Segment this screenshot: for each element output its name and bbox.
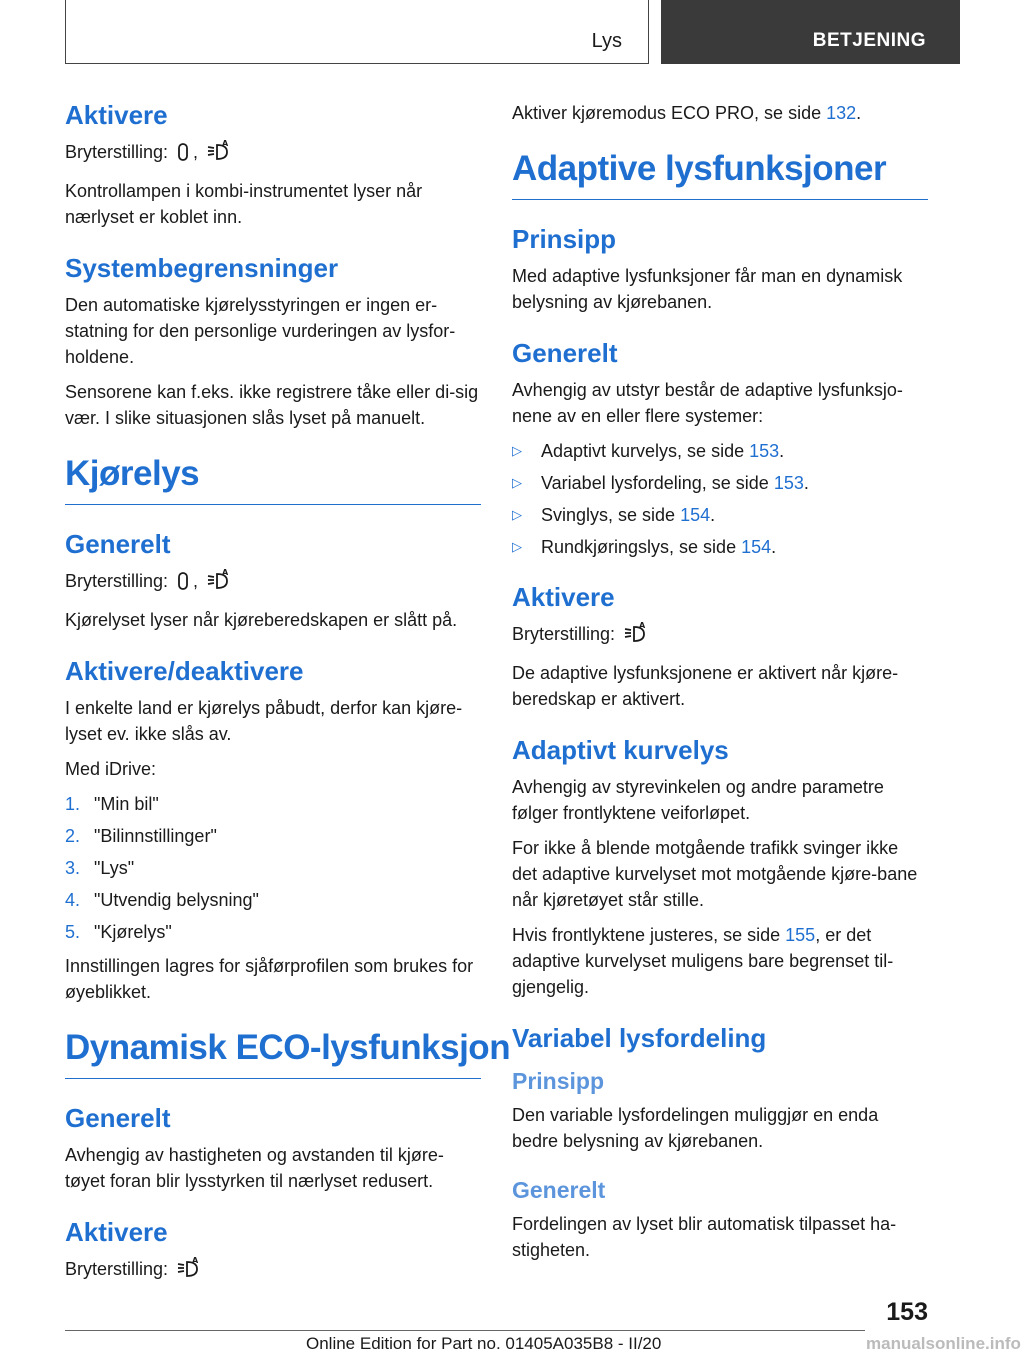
generelt-heading: Generelt <box>512 338 618 368</box>
eco-pro-text: Aktiver kjøremodus ECO PRO, se side <box>512 103 822 123</box>
aktivere-switch-line <box>512 621 928 651</box>
header-frame <box>65 0 649 64</box>
period: . <box>779 441 785 461</box>
step-number: 5. <box>65 922 81 942</box>
kurvelys-paragraph-3 <box>512 922 928 1000</box>
triangle-bullet-icon: ▷ <box>512 443 522 458</box>
step-text: "Kjørelys" <box>94 922 172 942</box>
period: . <box>710 505 716 525</box>
system-paragraph-2: Sensorene kan f.eks. ikke registrere tåke eller di-sig vær. I slike situasjonen slås lyset på manuelt. <box>65 382 479 428</box>
page-link-155[interactable]: 155 <box>785 925 816 945</box>
eco-switch-line <box>65 1256 481 1286</box>
step-number: 2. <box>65 826 81 846</box>
switch-label: Bryterstilling: <box>65 142 169 162</box>
step-text: "Lys" <box>94 858 135 878</box>
list-item <box>65 791 481 817</box>
triangle-bullet-icon: ▷ <box>512 475 522 490</box>
aktivere-switch-line <box>65 139 481 169</box>
list-item <box>65 919 481 945</box>
svg-text:A: A <box>222 568 229 577</box>
generelt-text: Kjørelyset lyser når kjøreberedskapen er slått på. <box>65 610 458 630</box>
akt-deakt-paragraph-2: Med iDrive: <box>65 759 157 779</box>
eco-generelt-heading: Generelt <box>65 1103 171 1133</box>
list-item <box>65 887 481 913</box>
period: . <box>771 537 777 557</box>
var-prinsipp-text: Den variable lysfordelingen muliggjør en enda bedre belysning av kjørebanen. <box>512 1105 879 1151</box>
prinsipp-heading: Prinsipp <box>512 224 617 254</box>
switch-separator: , <box>193 571 199 591</box>
paragraph-text: , er det adaptive kurvelyset muligens bare begrenset til-gjengelig. <box>512 925 894 997</box>
svg-text:A: A <box>639 621 646 630</box>
page-link[interactable]: 153 <box>749 441 780 461</box>
aktivere-heading: Aktivere <box>65 100 168 130</box>
aktivere-deaktivere-heading: Aktivere/deaktivere <box>65 656 304 686</box>
eco-aktivere-heading: Aktivere <box>65 1217 168 1247</box>
switch-separator: , <box>193 142 199 162</box>
switch-off-icon <box>177 142 189 169</box>
page-link[interactable]: 153 <box>773 473 804 493</box>
bullet-text: Rundkjøringslys, se side <box>541 537 737 557</box>
list-item <box>512 502 928 528</box>
auto-headlight-icon <box>624 622 648 651</box>
switch-label: Bryterstilling: <box>512 624 616 644</box>
aktivere-heading: Aktivere <box>512 582 615 612</box>
eco-generelt-text: Avhengig av hastigheten og avstanden til kjøre-tøyet foran blir lysstyrken til nærlyset redusert. <box>65 1145 444 1191</box>
list-item <box>512 470 928 496</box>
switch-label: Bryterstilling: <box>65 571 169 591</box>
svg-text:A: A <box>192 1256 199 1265</box>
edition-text: Online Edition for Part no. 01405A035B8 - II/20 <box>306 1334 662 1353</box>
auto-headlight-icon <box>207 569 231 598</box>
list-item <box>512 534 928 560</box>
switch-off-icon <box>177 571 189 598</box>
generelt-heading: Generelt <box>65 529 171 559</box>
list-item <box>65 823 481 849</box>
adaptive-title: Adaptive lysfunksjoner <box>512 149 928 200</box>
page-link-132[interactable]: 132 <box>826 103 857 123</box>
bullet-text: Svinglys, se side <box>541 505 676 525</box>
header-chapter-tab: BETJENING <box>661 0 960 64</box>
step-number: 1. <box>65 794 81 814</box>
page-link[interactable]: 154 <box>741 537 772 557</box>
period: . <box>856 103 862 123</box>
kjorelys-title: Kjørelys <box>65 454 481 505</box>
aktivere-text: Kontrollampen i kombi-instrumentet lyser når nærlyset er koblet inn. <box>65 181 423 227</box>
variabel-heading: Variabel lysfordeling <box>512 1023 767 1053</box>
watermark: manualsonline.info <box>866 1334 1021 1353</box>
page-number: 153 <box>886 1298 928 1326</box>
list-item <box>512 438 928 464</box>
kurvelys-paragraph-2: For ikke å blende motgående trafikk svinger ikke det adaptive kurvelyset mot motgående kjøre-bane når kjøretøyet står stille. <box>512 838 918 910</box>
idrive-steps-list <box>65 791 481 945</box>
step-text: "Bilinnstillinger" <box>94 826 217 846</box>
paragraph-text: Hvis frontlyktene justeres, se side <box>512 925 781 945</box>
generelt-switch-line <box>65 568 481 598</box>
period: . <box>803 473 809 493</box>
bullet-text: Variabel lysfordeling, se side <box>541 473 769 493</box>
left-column <box>65 100 511 1295</box>
akt-deakt-paragraph-3: Innstillingen lagres for sjåførprofilen som brukes for øyeblikket. <box>65 956 474 1002</box>
eco-title: Dynamisk ECO-lysfunksjon <box>65 1028 481 1079</box>
bullet-text: Adaptivt kurvelys, se side <box>541 441 745 461</box>
step-number: 3. <box>65 858 81 878</box>
kurvelys-heading: Adaptivt kurvelys <box>512 735 729 765</box>
systembegrensninger-heading: Systembegrensninger <box>65 253 339 283</box>
auto-headlight-icon <box>207 140 231 169</box>
system-paragraph-1: Den automatiske kjørelysstyringen er ingen er-statning for den personlige vurderingen av lysfor-holdene. <box>65 295 456 367</box>
list-item <box>65 855 481 881</box>
prinsipp-text: Med adaptive lysfunksjoner får man en dynamisk belysning av kjørebanen. <box>512 266 903 312</box>
step-text: "Utvendig belysning" <box>94 890 259 910</box>
step-text: "Min bil" <box>94 794 159 814</box>
footer-divider <box>65 1330 865 1331</box>
switch-label: Bryterstilling: <box>65 1259 169 1279</box>
right-column <box>512 100 928 1272</box>
page-link[interactable]: 154 <box>680 505 711 525</box>
triangle-bullet-icon: ▷ <box>512 539 522 554</box>
var-generelt-heading: Generelt <box>512 1177 606 1203</box>
header-section-title: Lys <box>591 30 622 52</box>
triangle-bullet-icon: ▷ <box>512 507 522 522</box>
var-generelt-text: Fordelingen av lyset blir automatisk tilpasset ha-stigheten. <box>512 1214 897 1260</box>
systems-list <box>512 438 928 560</box>
akt-deakt-paragraph-1: I enkelte land er kjørelys påbudt, derfor kan kjøre-lyset ev. ikke slås av. <box>65 698 463 744</box>
eco-pro-line <box>512 100 928 126</box>
generelt-text: Avhengig av utstyr består de adaptive lysfunksjo-nene av en eller flere systemer: <box>512 380 903 426</box>
auto-headlight-icon <box>177 1257 201 1286</box>
kurvelys-paragraph-1: Avhengig av styrevinkelen og andre parametre følger frontlyktene veiforløpet. <box>512 777 884 823</box>
step-number: 4. <box>65 890 81 910</box>
svg-text:A: A <box>222 139 229 148</box>
var-prinsipp-heading: Prinsipp <box>512 1068 605 1094</box>
aktivere-text: De adaptive lysfunksjonene er aktivert når kjøre-beredskap er aktivert. <box>512 663 899 709</box>
